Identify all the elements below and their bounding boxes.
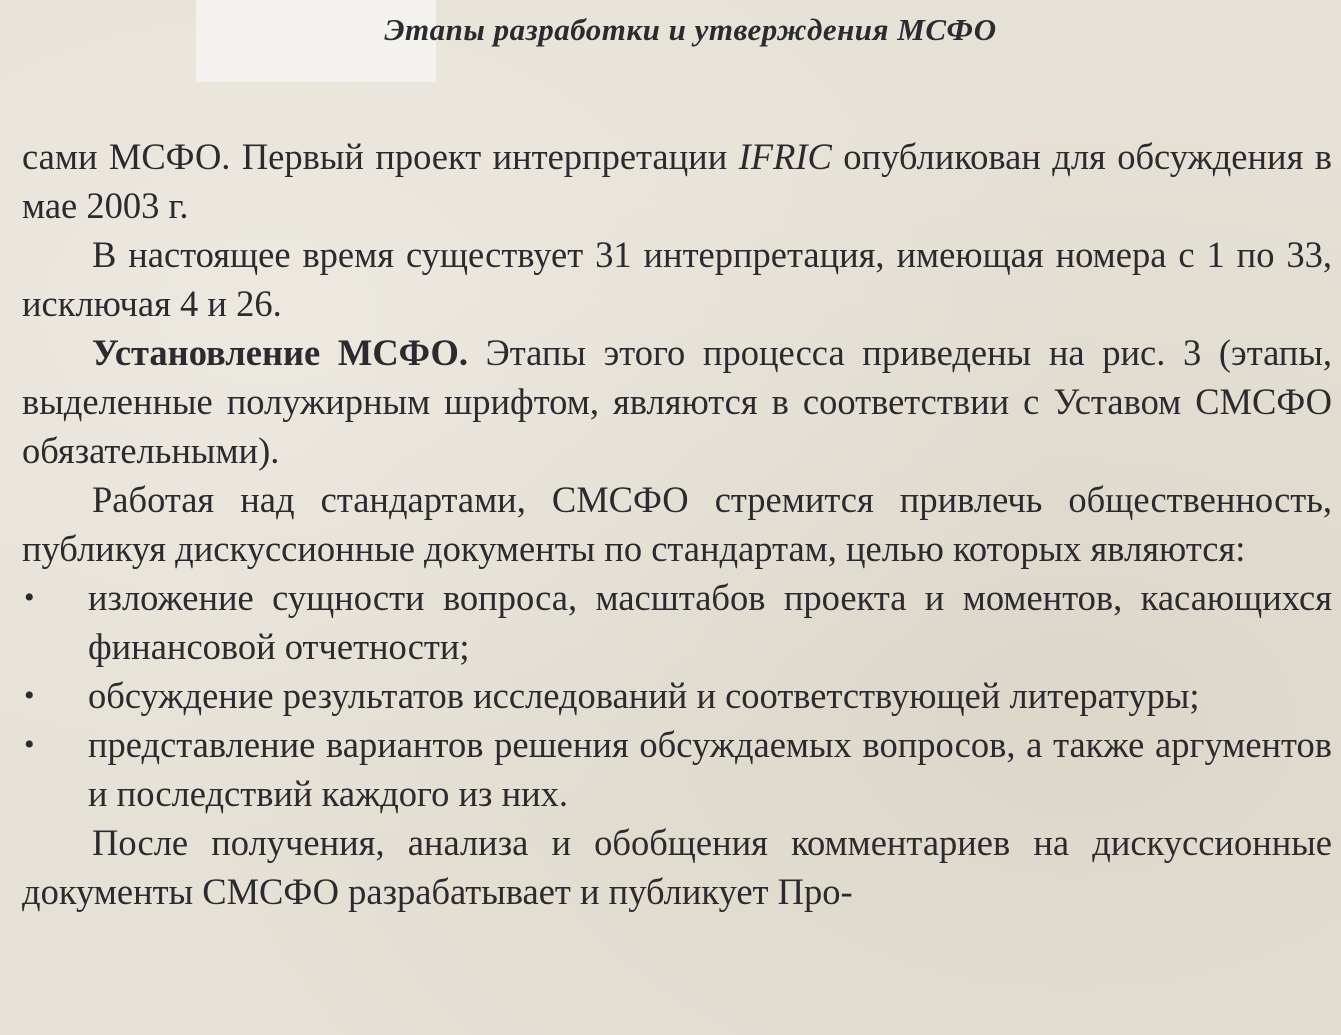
paragraph-establishing-ifrs bbox=[22, 328, 1332, 475]
list-item bbox=[22, 573, 1332, 671]
paragraph-after-comments: После получения, анализа и обобщения комментариев на дискуссионные документы СМСФО разрабатывает и публикует Про- bbox=[22, 822, 1332, 912]
section-run-in-heading: Установление МСФО. bbox=[92, 332, 468, 373]
bullet-icon: • bbox=[24, 679, 35, 712]
list-item-text: изложение сущности вопроса, масштабов проекта и моментов, касающихся финансовой отчетности; bbox=[88, 577, 1332, 667]
paragraph-1-text-b: опубликован для обсуждения в мае 2003 г. bbox=[22, 136, 1332, 226]
list-item bbox=[22, 671, 1332, 720]
paragraph-discussion-papers: Работая над стандартами, СМСФО стремится привлечь общественность, публикуя дискуссионные документы по стандартам, целью которых являются: bbox=[22, 479, 1332, 569]
paragraph-3-text: Этапы этого процесса приведены на рис. 3 (этапы, выделенные полужирным шрифтом, являются в соответствии с Уставом СМСФО обязательными). bbox=[22, 332, 1332, 471]
list-item-text: обсуждение результатов исследований и соответствующей литературы; bbox=[88, 675, 1200, 716]
list-item-text: представление вариантов решения обсуждаемых вопросов, а также аргументов и последствий каждого из них. bbox=[88, 724, 1332, 814]
paragraph-continuation bbox=[22, 132, 1332, 230]
ifric-term: IFRIC bbox=[738, 136, 832, 177]
bullet-icon: • bbox=[24, 581, 35, 614]
bullet-list bbox=[22, 573, 1332, 818]
body-text bbox=[22, 132, 1332, 916]
paragraph-1-text-a: сами МСФО. Первый проект интерпретации bbox=[22, 136, 739, 177]
running-head: Этапы разработки и утверждения МСФО bbox=[384, 12, 997, 47]
bullet-icon: • bbox=[24, 728, 35, 761]
list-item bbox=[22, 720, 1332, 818]
paragraph-interpretations: В настоящее время существует 31 интерпретация, имеющая номера с 1 по 33, исключая 4 и 26. bbox=[22, 234, 1332, 324]
